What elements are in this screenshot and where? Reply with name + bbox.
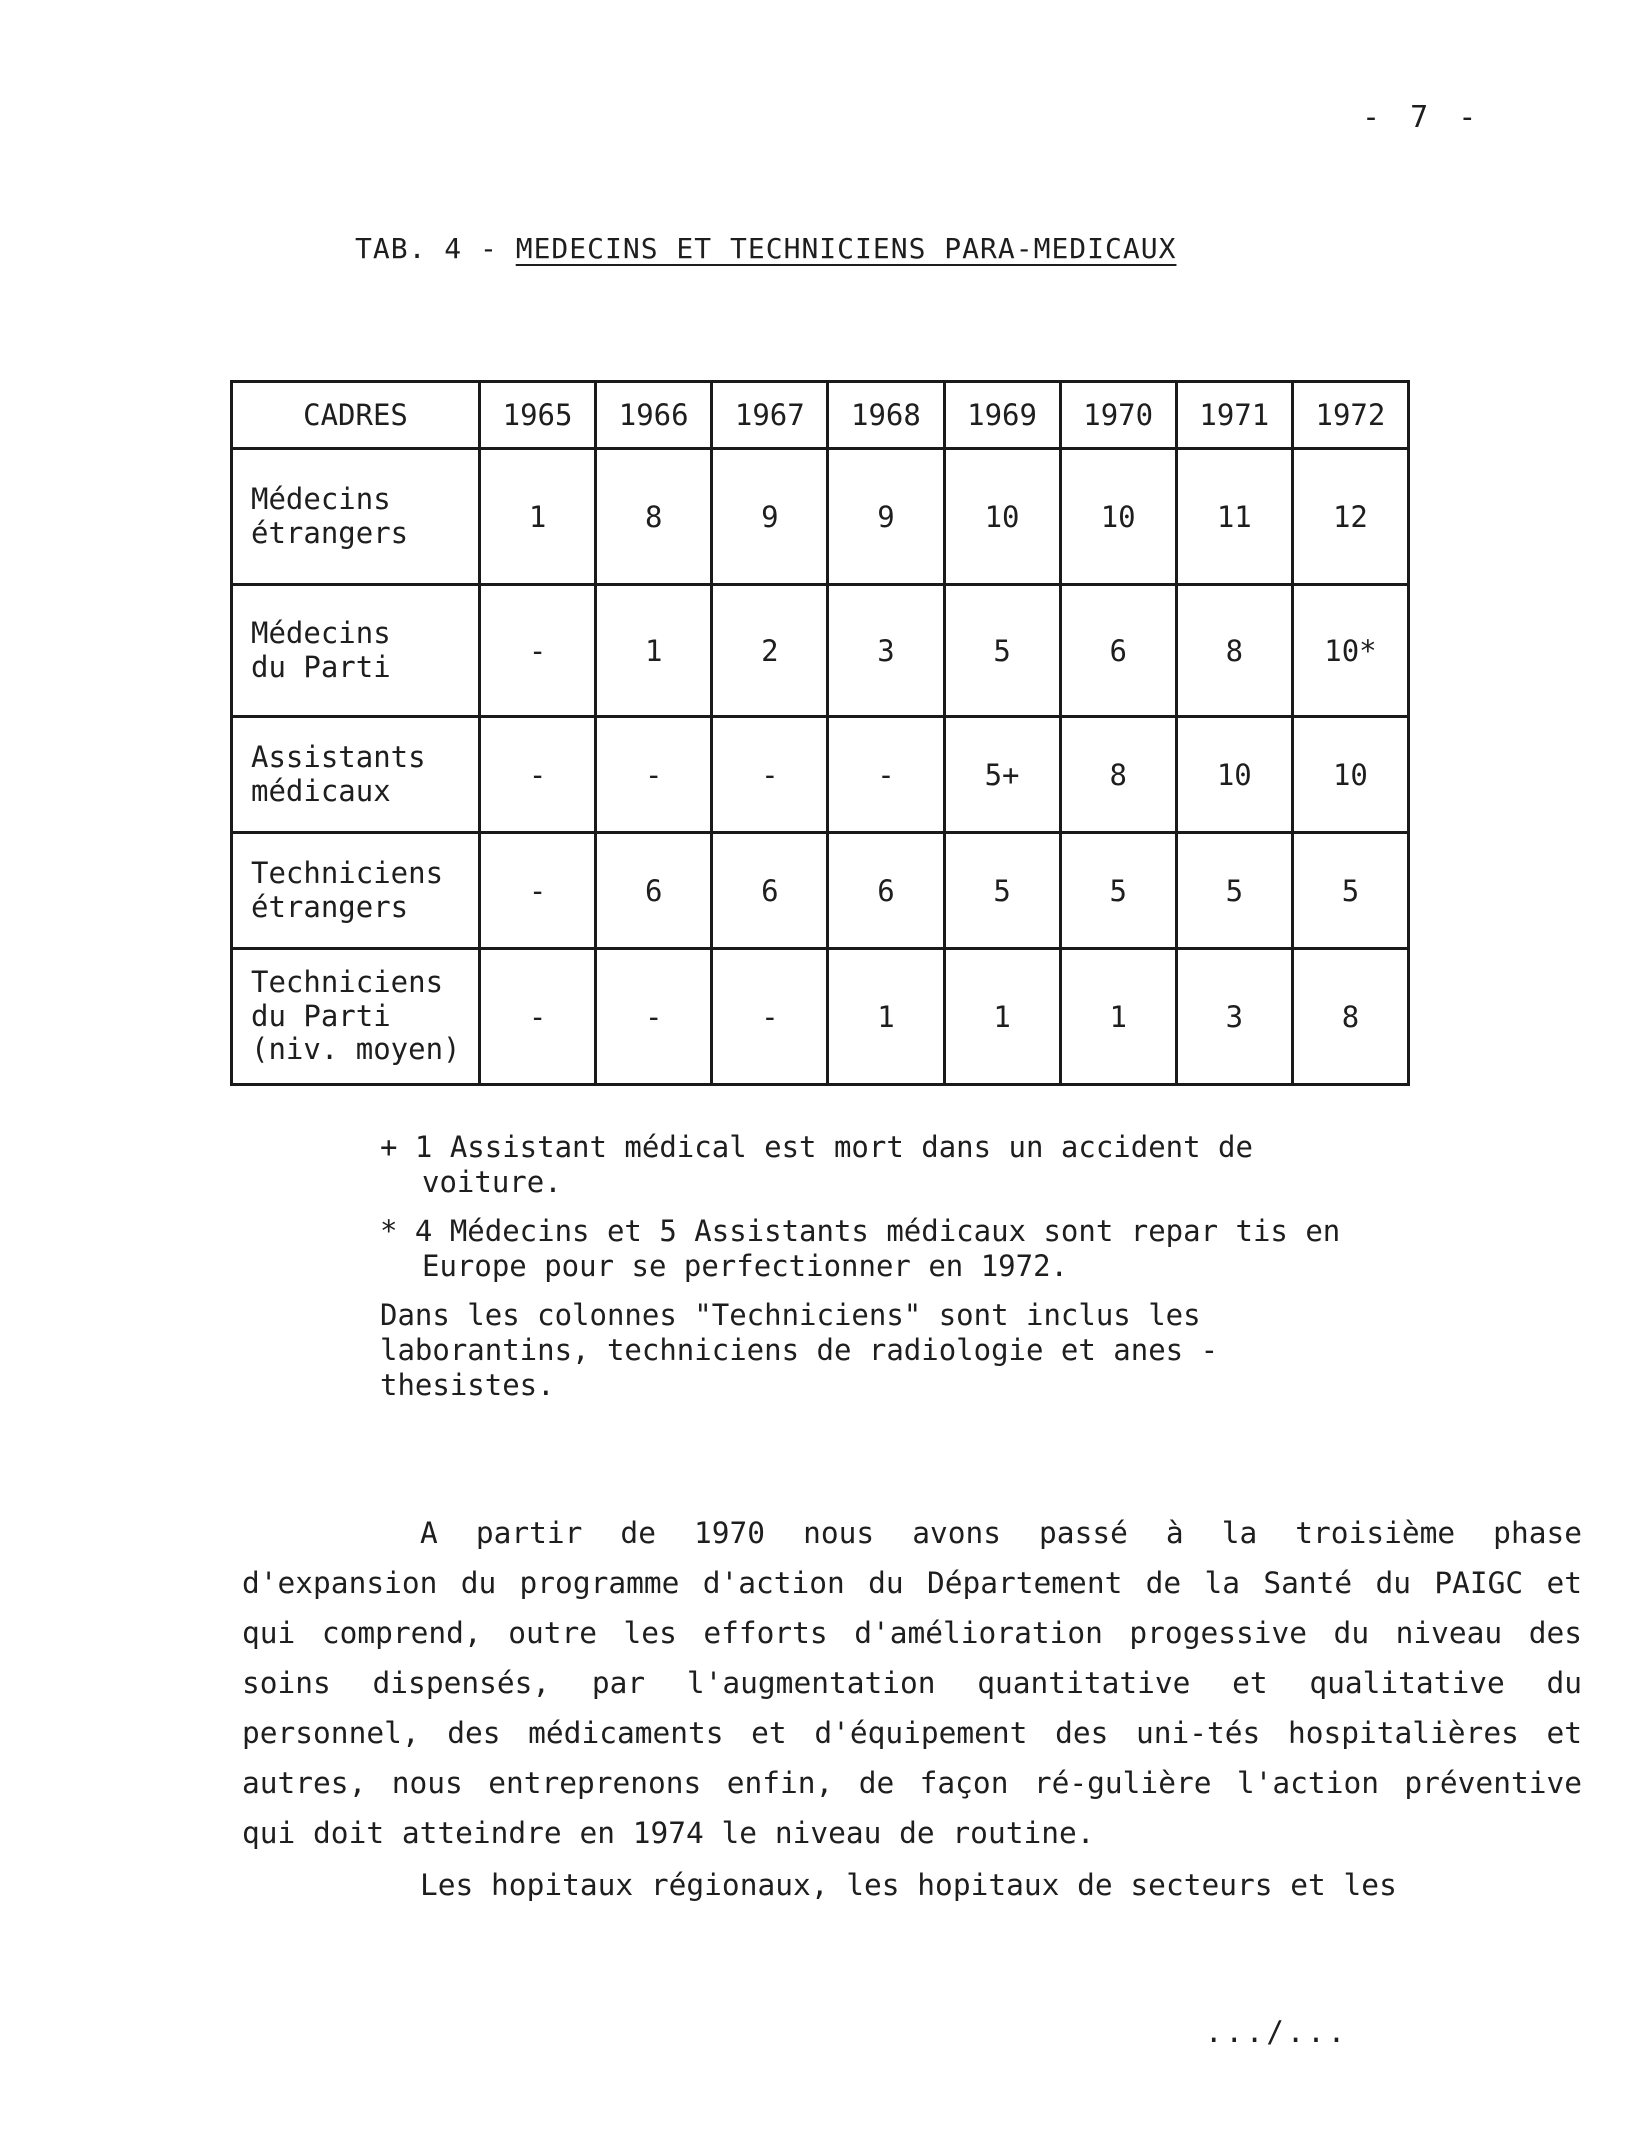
table-cell: 6 — [596, 833, 712, 949]
page-number: - 7 - — [1362, 100, 1483, 135]
table-cell: - — [480, 833, 596, 949]
row-label-line: du Parti — [251, 649, 391, 684]
table-cell: - — [480, 949, 596, 1085]
table-header-row — [232, 382, 1409, 449]
table-cell: 8 — [1060, 717, 1176, 833]
table-cell: 1 — [596, 585, 712, 717]
row-label — [232, 717, 480, 833]
row-label-line: Techniciens — [251, 856, 444, 891]
note-plus: + 1 Assistant médical est mort dans un accident de voiture. — [380, 1130, 1253, 1199]
row-label-line: Médecins — [251, 482, 391, 517]
header-cadres: CADRES — [232, 382, 480, 449]
table-title — [355, 232, 1176, 265]
table-cell: 10 — [1292, 717, 1408, 833]
table-cell: - — [596, 949, 712, 1085]
table-cell: - — [712, 949, 828, 1085]
table-cell: 6 — [1060, 585, 1176, 717]
table-row — [232, 449, 1409, 585]
header-1972: 1972 — [1292, 382, 1408, 449]
row-label-line: Techniciens — [251, 965, 444, 1000]
table-cell: 6 — [828, 833, 944, 949]
table-row — [232, 949, 1409, 1085]
row-label-line: (niv. moyen) — [251, 1032, 461, 1067]
table-cell: 8 — [596, 449, 712, 585]
continuation-mark: .../... — [1205, 2015, 1349, 2049]
table-cell: 2 — [712, 585, 828, 717]
table-cell: 3 — [828, 585, 944, 717]
table-cell: 9 — [712, 449, 828, 585]
table-cell: 10 — [944, 449, 1060, 585]
note-star: * 4 Médecins et 5 Assistants médicaux sont repar tis en Europe pour se perfectionner en 1972. — [380, 1214, 1341, 1283]
header-1969: 1969 — [944, 382, 1060, 449]
table-cell: - — [712, 717, 828, 833]
table-cell: - — [828, 717, 944, 833]
table-cell: 1 — [480, 449, 596, 585]
table-cell: 5 — [1176, 833, 1292, 949]
table-cell: 11 — [1176, 449, 1292, 585]
table-cell: 10 — [1176, 717, 1292, 833]
row-label-line: étrangers — [251, 515, 409, 550]
table-title-text: MEDECINS ET TECHNICIENS PARA-MEDICAUX — [515, 232, 1177, 265]
header-1970: 1970 — [1060, 382, 1176, 449]
table-cell: 5 — [944, 585, 1060, 717]
table-cell: 5 — [1292, 833, 1408, 949]
header-1971: 1971 — [1176, 382, 1292, 449]
header-1965: 1965 — [480, 382, 596, 449]
table-cell: 12 — [1292, 449, 1408, 585]
table-row — [232, 585, 1409, 717]
row-label-line: étrangers — [251, 889, 409, 924]
row-label-line: du Parti — [251, 998, 391, 1033]
table-cell: 9 — [828, 449, 944, 585]
row-label — [232, 585, 480, 717]
header-1968: 1968 — [828, 382, 944, 449]
table-title-prefix: TAB. 4 - — [355, 232, 516, 265]
row-label-line: Médecins — [251, 616, 391, 651]
table-row — [232, 717, 1409, 833]
table-cell: 1 — [944, 949, 1060, 1085]
table-cell: 8 — [1292, 949, 1408, 1085]
table-cell: 1 — [1060, 949, 1176, 1085]
table-cell: 5+ — [944, 717, 1060, 833]
paragraph: A partir de 1970 nous avons passé à la troisième phase d'expansion du programme d'action du Département de la Santé du PAIGC et qui comprend, outre les efforts d'amélioration progessive du niveau des soins dispensés, par l'augmentation quantitative et qualitative du personnel, des médicaments et d'équipement des uni-tés hospitalières et autres, nous entreprenons enfin, de façon ré-gulière l'action préventive qui doit atteindre en 1974 le niveau de routine. — [242, 1516, 1582, 1850]
row-label-line: médicaux — [251, 773, 391, 808]
table-row — [232, 833, 1409, 949]
table-cell: 5 — [944, 833, 1060, 949]
table-notes — [380, 1130, 1360, 1417]
row-label — [232, 449, 480, 585]
table-cell: - — [480, 717, 596, 833]
table-cell: 5 — [1060, 833, 1176, 949]
table-cell: 6 — [712, 833, 828, 949]
row-label-line: Assistants — [251, 740, 426, 775]
table-cell: - — [480, 585, 596, 717]
table-cell: 1 — [828, 949, 944, 1085]
note-techniciens: Dans les colonnes "Techniciens" sont inclus les laborantins, techniciens de radiologie et anes - thesistes. — [380, 1298, 1219, 1402]
row-label — [232, 833, 480, 949]
table-cell: - — [596, 717, 712, 833]
table-cell: 10* — [1292, 585, 1408, 717]
row-label — [232, 949, 480, 1085]
header-1967: 1967 — [712, 382, 828, 449]
table-cell: 10 — [1060, 449, 1176, 585]
paragraph: Les hopitaux régionaux, les hopitaux de secteurs et les — [420, 1868, 1397, 1902]
header-1966: 1966 — [596, 382, 712, 449]
body-text — [242, 1508, 1582, 1910]
table-cell: 8 — [1176, 585, 1292, 717]
staff-table — [230, 380, 1410, 1086]
table-cell: 3 — [1176, 949, 1292, 1085]
